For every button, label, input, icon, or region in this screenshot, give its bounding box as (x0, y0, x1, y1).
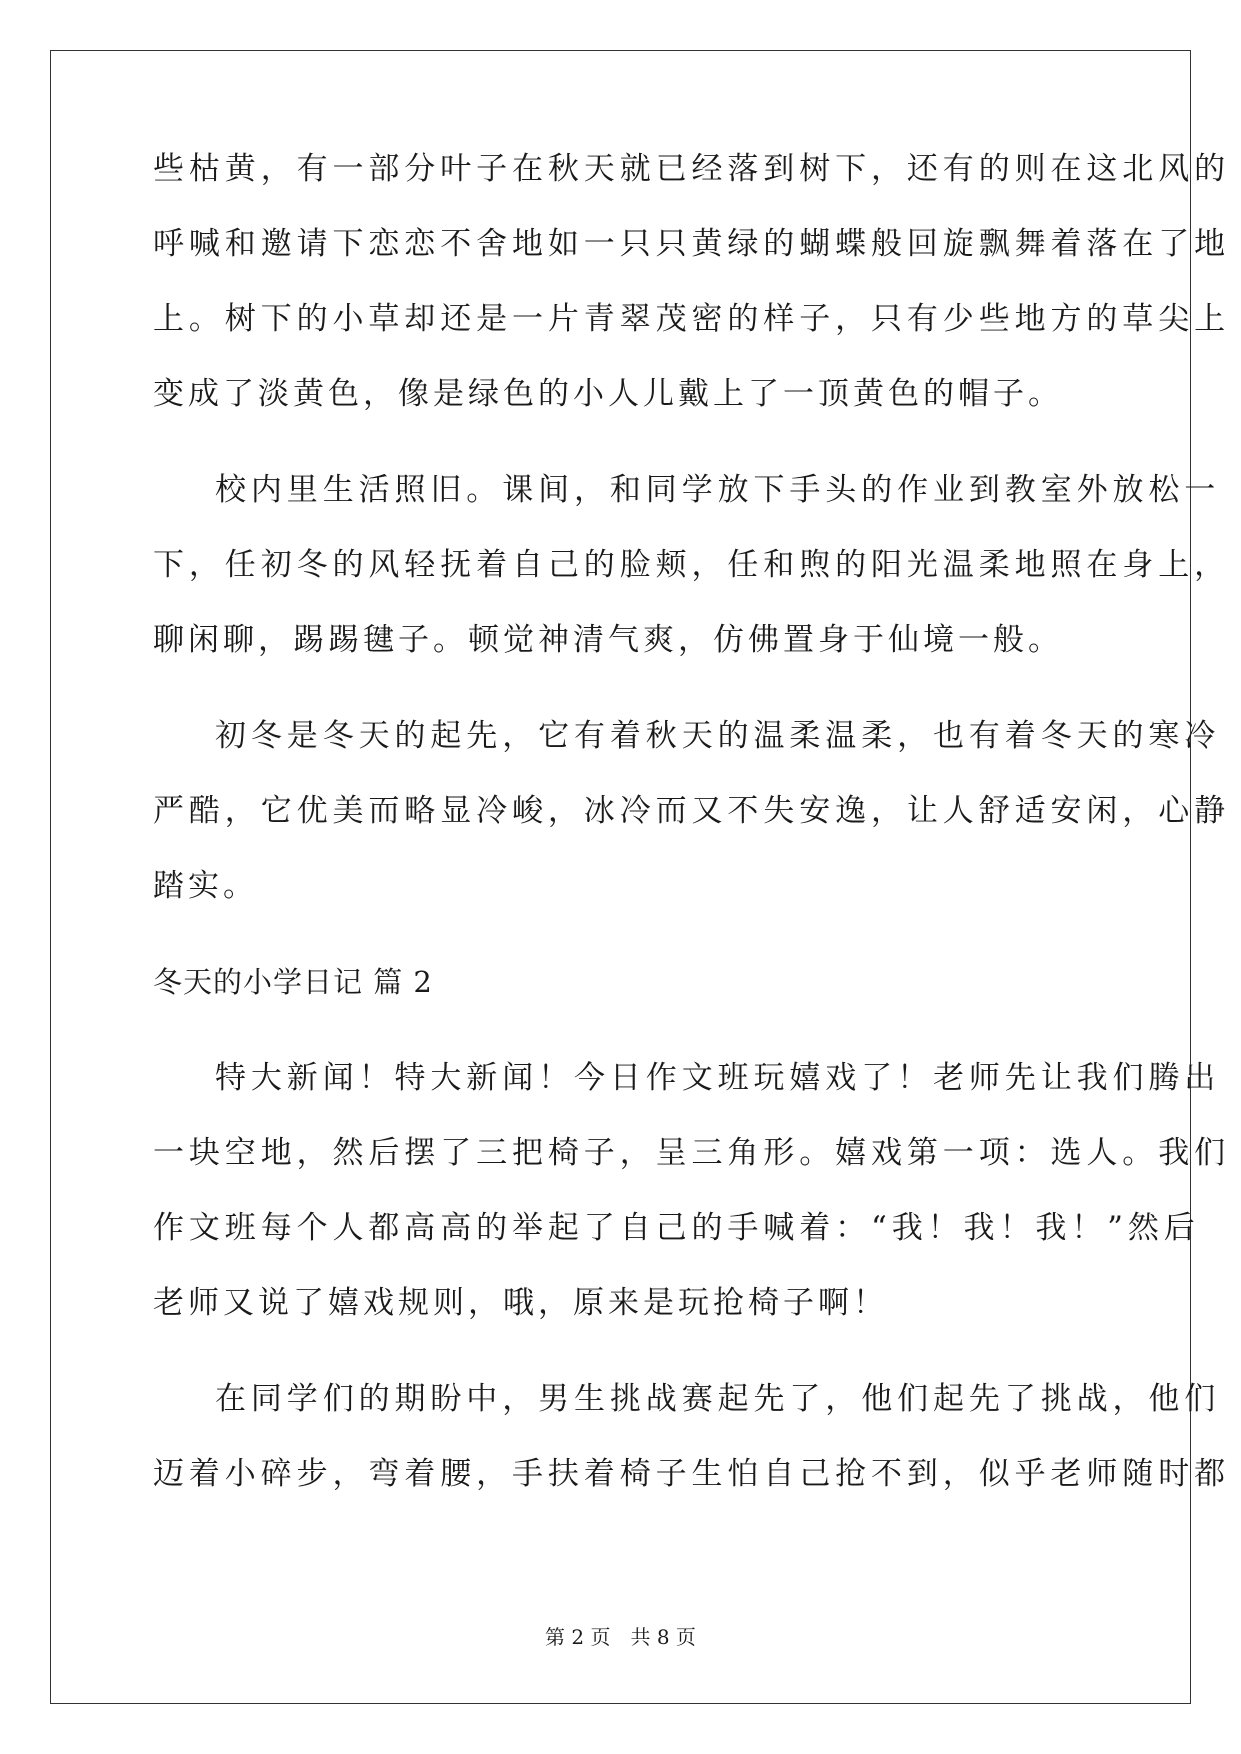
page-number-footer: 第 2 页 共 8 页 (545, 1625, 696, 1649)
paragraph-line: 聊闲聊，踢踢毽子。顿觉神清气爽，仿佛置身于仙境一般。 (153, 622, 1063, 658)
paragraph-line: 上。树下的小草却还是一片青翠茂密的样子，只有少些地方的草尖上 (153, 301, 1230, 337)
paragraph-line: 下，任初冬的风轻抚着自己的脸颊，任和煦的阳光温柔地照在身上， (153, 547, 1230, 583)
paragraph-line: 踏实。 (153, 868, 258, 904)
paragraph-line: 变成了淡黄色，像是绿色的小人儿戴上了一顶黄色的帽子。 (153, 376, 1063, 412)
paragraph-line: 呼喊和邀请下恋恋不舍地如一只只黄绿的蝴蝶般回旋飘舞着落在了地 (153, 226, 1230, 262)
paragraph-line: 些枯黄，有一部分叶子在秋天就已经落到树下，还有的则在这北风的 (153, 151, 1230, 187)
paragraph-line: 初冬是冬天的起先，它有着秋天的温柔温柔，也有着冬天的寒冷 (215, 718, 1221, 754)
paragraph-line: 在同学们的期盼中，男生挑战赛起先了，他们起先了挑战，他们 (215, 1381, 1221, 1417)
paragraph-line: 老师又说了嬉戏规则，哦，原来是玩抢椅子啊！ (153, 1285, 888, 1321)
paragraph-line: 严酷，它优美而略显冷峻，冰冷而又不失安逸，让人舒适安闲，心静 (153, 793, 1230, 829)
section-heading: 冬天的小学日记 篇 2 (153, 965, 433, 999)
paragraph-line: 迈着小碎步，弯着腰，手扶着椅子生怕自己抢不到，似乎老师随时都 (153, 1456, 1230, 1492)
paragraph-line: 作文班每个人都高高的举起了自己的手喊着：“我！我！我！”然后 (153, 1210, 1200, 1246)
paragraph-line: 特大新闻！特大新闻！今日作文班玩嬉戏了！老师先让我们腾出 (215, 1060, 1221, 1096)
paragraph-line: 校内里生活照旧。课间，和同学放下手头的作业到教室外放松一 (215, 472, 1221, 508)
paragraph-line: 一块空地，然后摆了三把椅子，呈三角形。嬉戏第一项：选人。我们 (153, 1135, 1230, 1171)
